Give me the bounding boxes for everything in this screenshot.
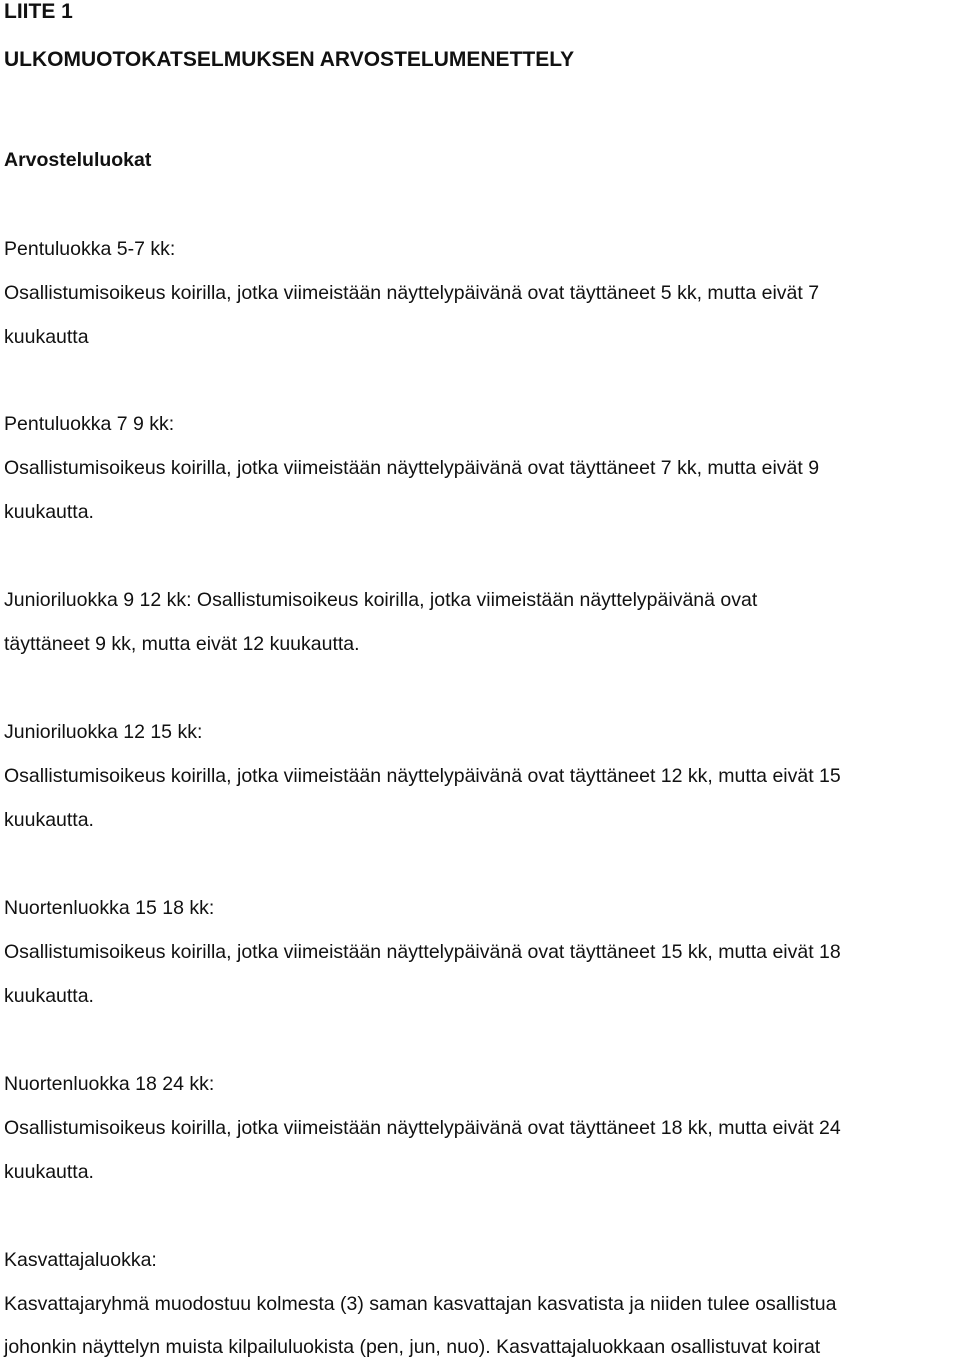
class-description-line: kuukautta.	[4, 501, 94, 523]
document-title: ULKOMUOTOKATSELMUKSEN ARVOSTELUMENETTELY	[4, 48, 575, 71]
class-description-line: kuukautta	[4, 326, 89, 348]
class-description-line: kuukautta.	[4, 1161, 94, 1183]
class-name: Pentuluokka 5-7 kk:	[4, 238, 176, 260]
class-description-line: Kasvattajaryhmä muodostuu kolmesta (3) saman kasvattajan kasvatista ja niiden tulee osallistua	[4, 1293, 837, 1315]
appendix-label: LIITE 1	[4, 0, 73, 23]
class-description-line: kuukautta.	[4, 809, 94, 831]
class-name: Kasvattajaluokka:	[4, 1249, 157, 1271]
class-description-line: Osallistumisoikeus koirilla, jotka viimeistään näyttelypäivänä ovat täyttäneet 5 kk, mutta eivät 7	[4, 282, 820, 304]
class-name: Pentuluokka 7 9 kk:	[4, 413, 175, 435]
section-heading: Arvosteluluokat	[4, 149, 152, 171]
class-description-line: johonkin näyttelyn muista kilpailuluokista (pen, jun, nuo). Kasvattajaluokkaan osallistuvat koirat	[4, 1336, 821, 1358]
class-name: Nuortenluokka 15 18 kk:	[4, 897, 215, 919]
class-description-line: kuukautta.	[4, 985, 94, 1007]
class-description-line: Junioriluokka 9 12 kk: Osallistumisoikeus koirilla, jotka viimeistään näyttelypäivänä ovat	[4, 589, 758, 611]
class-name: Nuortenluokka 18 24 kk:	[4, 1073, 215, 1095]
class-description-line: täyttäneet 9 kk, mutta eivät 12 kuukautta.	[4, 633, 360, 655]
class-description-line: Osallistumisoikeus koirilla, jotka viimeistään näyttelypäivänä ovat täyttäneet 7 kk, mutta eivät 9	[4, 457, 820, 479]
class-description-line: Osallistumisoikeus koirilla, jotka viimeistään näyttelypäivänä ovat täyttäneet 12 kk, mutta eivät 15	[4, 765, 841, 787]
class-description-line: Osallistumisoikeus koirilla, jotka viimeistään näyttelypäivänä ovat täyttäneet 15 kk, mutta eivät 18	[4, 941, 841, 963]
class-description-line: Osallistumisoikeus koirilla, jotka viimeistään näyttelypäivänä ovat täyttäneet 18 kk, mutta eivät 24	[4, 1117, 841, 1139]
class-name: Junioriluokka 12 15 kk:	[4, 721, 203, 743]
